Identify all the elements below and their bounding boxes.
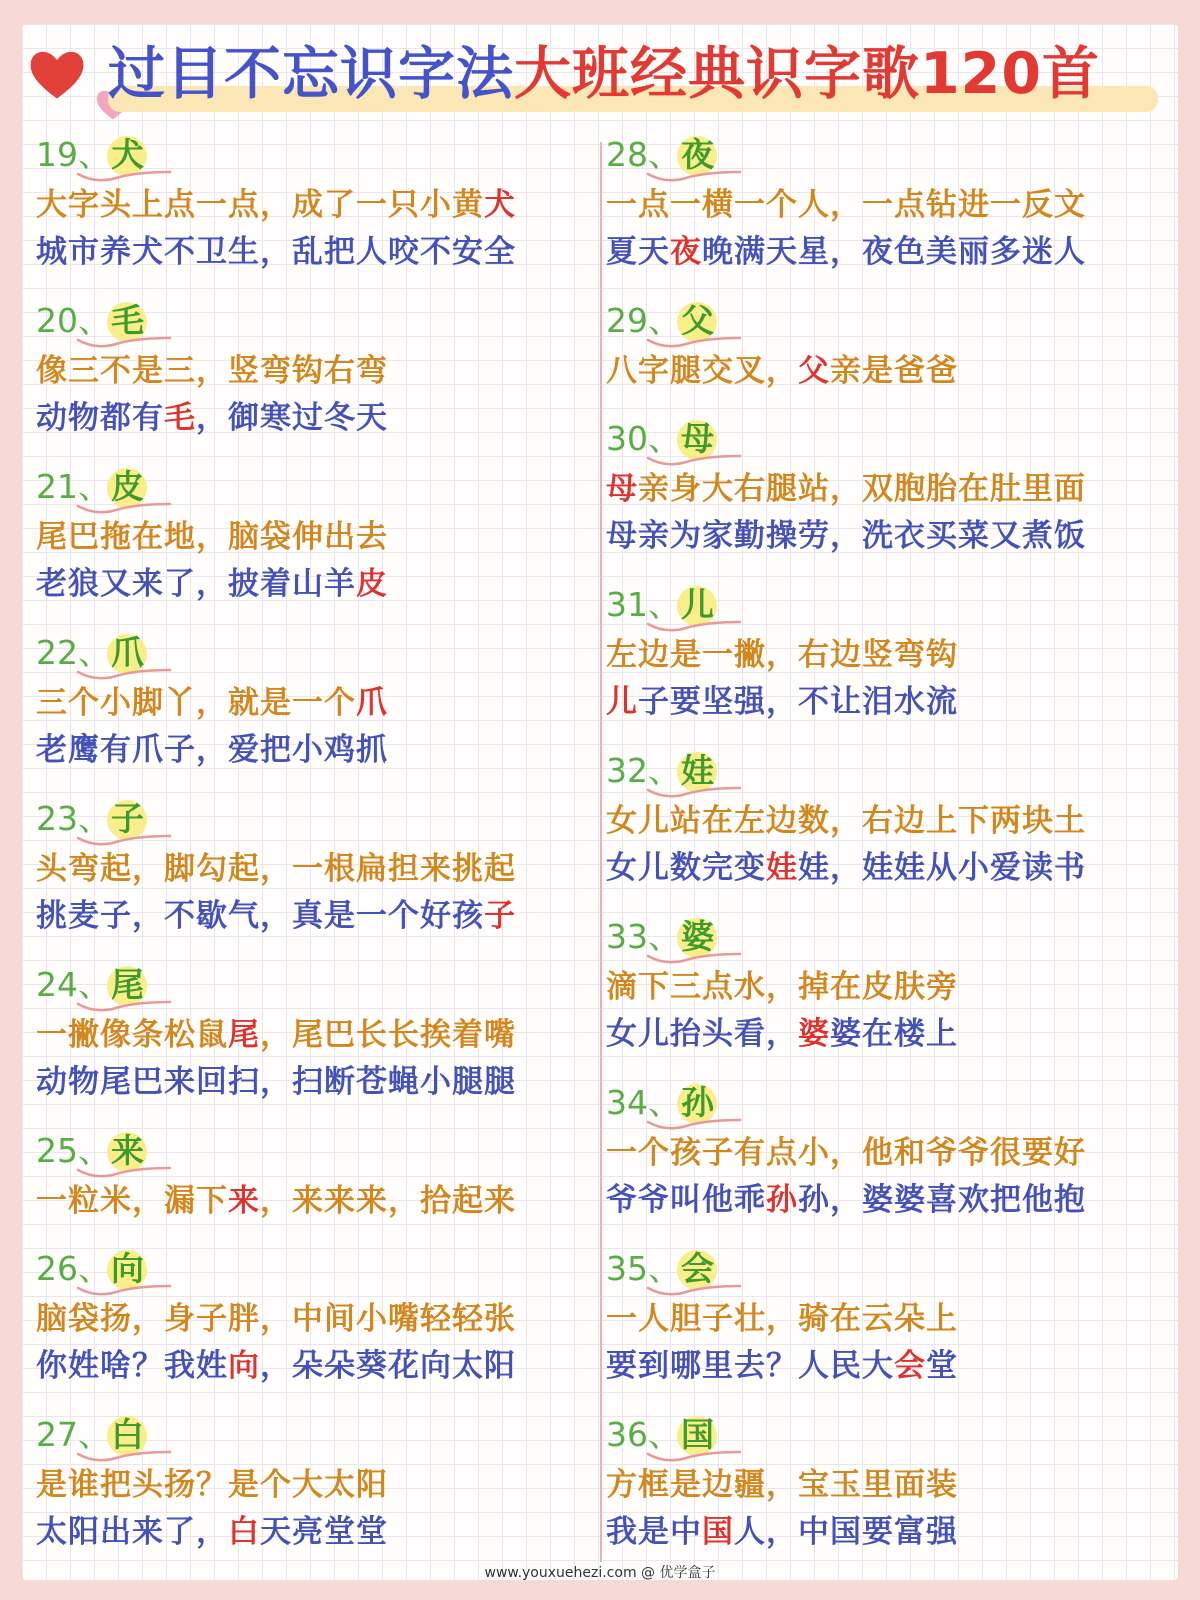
heart-icon: [26, 44, 88, 106]
poem-line-2: [606, 679, 958, 726]
poem-text: 婆在楼上: [830, 1016, 958, 1052]
poem-line-1: [606, 1296, 958, 1343]
poem-character: 国: [681, 1408, 714, 1462]
highlighted-character: 母: [606, 471, 638, 507]
poem-line-2: [36, 1509, 388, 1556]
poem-heading: [606, 1408, 958, 1462]
poem-heading: [606, 910, 958, 964]
poem-character: 尾: [111, 958, 144, 1012]
underline-swoosh-icon: [646, 452, 742, 470]
poem-heading: [606, 744, 1086, 798]
poem-number: 27、: [36, 1415, 111, 1454]
poem-character: 向: [111, 1242, 144, 1296]
footer-watermark: www.youxuehezi.com @ 优学盒子: [484, 1565, 716, 1581]
underline-swoosh-icon: [76, 666, 172, 684]
poem-heading: [606, 294, 958, 348]
poem-number: 36、: [606, 1415, 681, 1454]
poem-text: 方框是边疆，宝玉里面装: [606, 1467, 958, 1503]
poem-block: [606, 578, 958, 726]
highlighted-character: 国: [702, 1514, 734, 1550]
underline-swoosh-icon: [646, 1116, 742, 1134]
poem-text: 动物都有: [36, 400, 164, 436]
highlighted-character: 来: [228, 1183, 260, 1219]
poem-text: 八字腿交叉，: [606, 353, 798, 389]
poem-text: 一人胆子壮，骑在云朵上: [606, 1301, 958, 1337]
poem-heading: [36, 1124, 516, 1178]
poem-line-2: [606, 1509, 958, 1556]
poem-line-2: [36, 893, 516, 940]
poem-text: ，尾巴长长挨着嘴: [260, 1017, 516, 1053]
poem-text: 一个孩子有点小，他和爷爷很要好: [606, 1135, 1086, 1171]
poem-text: 尾巴拖在地，脑袋伸出去: [36, 519, 388, 555]
poem-block: [606, 1408, 958, 1556]
highlighted-character: 孙: [766, 1182, 798, 1218]
poem-line-2: [606, 1343, 958, 1390]
poem-heading: [36, 792, 516, 846]
poem-heading: [606, 578, 958, 632]
poem-character: 皮: [111, 460, 144, 514]
highlighted-character: 婆: [798, 1016, 830, 1052]
underline-swoosh-icon: [76, 832, 172, 850]
poem-character: 娃: [681, 744, 714, 798]
poem-number: 23、: [36, 799, 111, 838]
poem-text: 一点一横一个人，一点钻进一反文: [606, 187, 1086, 223]
poem-line-1: [606, 466, 1086, 513]
poem-text: 脑袋扬，身子胖，中间小嘴轻轻张: [36, 1301, 516, 1337]
poem-line-1: [36, 182, 516, 229]
poem-character: 爪: [111, 626, 144, 680]
poem-line-1: [606, 348, 958, 395]
poem-character: 毛: [111, 294, 144, 348]
poem-line-2: [36, 561, 388, 608]
poem-heading: [606, 1242, 958, 1296]
poem-line-2: [36, 1059, 516, 1106]
poem-character: 婆: [681, 910, 714, 964]
highlighted-character: 儿: [606, 684, 638, 720]
poem-text: 挑麦子，不歇气，真是一个好孩: [36, 898, 484, 934]
highlighted-character: 毛: [164, 400, 196, 436]
poem-line-1: [36, 1296, 516, 1343]
underline-swoosh-icon: [76, 998, 172, 1016]
highlighted-character: 向: [228, 1348, 260, 1384]
highlighted-character: 娃: [766, 850, 798, 886]
poem-text: 堂: [926, 1348, 958, 1384]
poem-line-1: [606, 1462, 958, 1509]
poem-text: 亲是爸爸: [830, 353, 958, 389]
poem-line-2: [606, 1177, 1086, 1224]
poem-number: 21、: [36, 467, 111, 506]
poem-line-1: [36, 348, 388, 395]
poem-number: 29、: [606, 301, 681, 340]
poem-text: ，来来来，拾起来: [260, 1183, 516, 1219]
underline-swoosh-icon: [646, 1282, 742, 1300]
poem-text: 我是中: [606, 1514, 702, 1550]
poem-number: 19、: [36, 135, 111, 174]
poem-character: 会: [681, 1242, 714, 1296]
poem-text: 是谁把头扬？是个大太阳: [36, 1467, 388, 1503]
poem-line-2: [36, 727, 388, 774]
poem-block: [36, 294, 388, 442]
underline-swoosh-icon: [76, 500, 172, 518]
poem-line-1: [606, 798, 1086, 845]
poem-number: 35、: [606, 1249, 681, 1288]
poem-block: [36, 958, 516, 1106]
poem-block: [606, 412, 1086, 560]
poem-number: 31、: [606, 585, 681, 624]
column-divider: [600, 142, 602, 1562]
poem-line-1: [606, 182, 1086, 229]
title-part-2: 大班经典识字歌120首: [514, 41, 1100, 107]
poem-block: [36, 626, 388, 774]
poem-heading: [36, 626, 388, 680]
poem-text: 老鹰有爪子，爱把小鸡抓: [36, 732, 388, 768]
poem-line-2: [36, 1343, 516, 1390]
poem-number: 24、: [36, 965, 111, 1004]
underline-swoosh-icon: [646, 950, 742, 968]
poem-line-1: [36, 846, 516, 893]
underline-swoosh-icon: [76, 1448, 172, 1466]
poem-text: 女儿数完变: [606, 850, 766, 886]
poem-block: [606, 744, 1086, 892]
highlighted-character: 父: [798, 353, 830, 389]
poem-block: [606, 1076, 1086, 1224]
poem-text: 城市养犬不卫生，乱把人咬不安全: [36, 234, 516, 270]
underline-swoosh-icon: [646, 618, 742, 636]
poem-heading: [36, 294, 388, 348]
poem-character: 母: [681, 412, 714, 466]
highlighted-character: 犬: [484, 187, 516, 223]
poem-text: 一撇像条松鼠: [36, 1017, 228, 1053]
poem-heading: [606, 412, 1086, 466]
poem-text: 头弯起，脚勾起，一根扁担来挑起: [36, 851, 516, 887]
poem-character: 孙: [681, 1076, 714, 1130]
poem-line-1: [606, 1130, 1086, 1177]
poem-character: 父: [681, 294, 714, 348]
poem-number: 28、: [606, 135, 681, 174]
poem-text: ，御寒过冬天: [196, 400, 388, 436]
poem-block: [36, 1242, 516, 1390]
highlighted-character: 尾: [228, 1017, 260, 1053]
poem-block: [606, 294, 958, 395]
poem-text: 动物尾巴来回扫，扫断苍蝇小腿腿: [36, 1064, 516, 1100]
poem-line-2: [36, 395, 388, 442]
poem-text: 孙，婆婆喜欢把他抱: [798, 1182, 1086, 1218]
poem-text: 滴下三点水，掉在皮肤旁: [606, 969, 958, 1005]
poem-character: 犬: [111, 128, 144, 182]
poem-line-1: [36, 1462, 388, 1509]
poem-number: 33、: [606, 917, 681, 956]
poem-line-1: [606, 964, 958, 1011]
underline-swoosh-icon: [76, 334, 172, 352]
underline-swoosh-icon: [646, 784, 742, 802]
poem-number: 34、: [606, 1083, 681, 1122]
poem-heading: [36, 128, 516, 182]
poem-block: [606, 910, 958, 1058]
poem-block: [36, 792, 516, 940]
poem-line-2: [36, 229, 516, 276]
poem-character: 夜: [681, 128, 714, 182]
poem-character: 子: [111, 792, 144, 846]
poem-text: 大字头上点一点，成了一只小黄: [36, 187, 484, 223]
highlighted-character: 皮: [356, 566, 388, 602]
poem-text: ，朵朵葵花向太阳: [260, 1348, 516, 1384]
poem-character: 儿: [681, 578, 714, 632]
poem-line-2: [606, 1011, 958, 1058]
poem-heading: [606, 1076, 1086, 1130]
poem-number: 26、: [36, 1249, 111, 1288]
poem-text: 母亲为家勤操劳，洗衣买菜又煮饭: [606, 518, 1086, 554]
poem-text: 晚满天星，夜色美丽多迷人: [702, 234, 1086, 270]
underline-swoosh-icon: [646, 334, 742, 352]
poem-character: 来: [111, 1124, 144, 1178]
poem-heading: [36, 1242, 516, 1296]
poem-text: 人，中国要富强: [734, 1514, 958, 1550]
poem-text: 女儿抬头看，: [606, 1016, 798, 1052]
highlighted-character: 会: [894, 1348, 926, 1384]
poem-heading: [606, 128, 1086, 182]
poem-heading: [36, 958, 516, 1012]
poem-line-2: [606, 229, 1086, 276]
poem-line-1: [36, 514, 388, 561]
poem-text: 子要坚强，不让泪水流: [638, 684, 958, 720]
poem-block: [606, 1242, 958, 1390]
highlighted-character: 白: [228, 1514, 260, 1550]
poem-block: [36, 1124, 516, 1225]
title-part-1: 过目不忘识字法: [108, 41, 514, 107]
underline-swoosh-icon: [646, 1448, 742, 1466]
poem-line-1: [36, 680, 388, 727]
poem-block: [36, 128, 516, 276]
poem-number: 22、: [36, 633, 111, 672]
underline-swoosh-icon: [76, 168, 172, 186]
poem-text: 左边是一撇，右边竖弯钩: [606, 637, 958, 673]
underline-swoosh-icon: [646, 168, 742, 186]
poem-text: 像三不是三，竖弯钩右弯: [36, 353, 388, 389]
poem-text: 你姓啥？我姓: [36, 1348, 228, 1384]
poem-heading: [36, 1408, 388, 1462]
page-title: [108, 34, 1168, 114]
poem-text: 要到哪里去？人民大: [606, 1348, 894, 1384]
poem-text: 一粒米，漏下: [36, 1183, 228, 1219]
highlighted-character: 夜: [670, 234, 702, 270]
highlighted-character: 子: [484, 898, 516, 934]
poem-text: 女儿站在左边数，右边上下两块土: [606, 803, 1086, 839]
underline-swoosh-icon: [76, 1282, 172, 1300]
poem-text: 亲身大右腿站，双胞胎在肚里面: [638, 471, 1086, 507]
poem-text: 老狼又来了，披着山羊: [36, 566, 356, 602]
poem-line-2: [606, 845, 1086, 892]
poem-block: [36, 1408, 388, 1556]
poem-number: 32、: [606, 751, 681, 790]
poem-block: [606, 128, 1086, 276]
poem-text: 天亮堂堂: [260, 1514, 388, 1550]
poem-text: 三个小脚丫，就是一个: [36, 685, 356, 721]
poem-number: 25、: [36, 1131, 111, 1170]
poem-line-1: [36, 1178, 516, 1225]
poem-text: 娃，娃娃从小爱读书: [798, 850, 1086, 886]
highlighted-character: 爪: [356, 685, 388, 721]
poem-line-2: [606, 513, 1086, 560]
poem-number: 20、: [36, 301, 111, 340]
poem-line-1: [606, 632, 958, 679]
poem-text: 爷爷叫他乖: [606, 1182, 766, 1218]
poem-block: [36, 460, 388, 608]
poem-character: 白: [111, 1408, 144, 1462]
poem-line-1: [36, 1012, 516, 1059]
poem-text: 太阳出来了，: [36, 1514, 228, 1550]
underline-swoosh-icon: [76, 1164, 172, 1182]
poem-number: 30、: [606, 419, 681, 458]
poem-heading: [36, 460, 388, 514]
poem-text: 夏天: [606, 234, 670, 270]
